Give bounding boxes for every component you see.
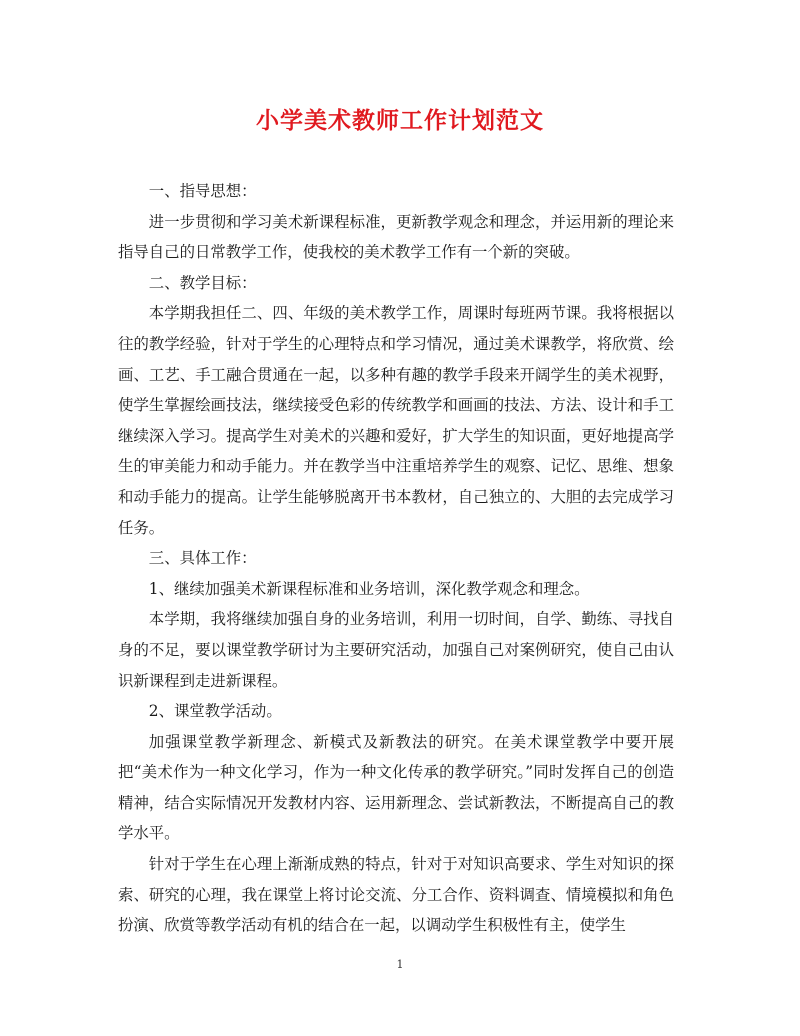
- document-title: 小学美术教师工作计划范文: [256, 107, 544, 134]
- subheading-item-1: 1、继续加强美术新课程标准和业务培训，深化教学观念和理念。: [148, 579, 590, 598]
- page-number: 1: [396, 958, 404, 971]
- paragraph: 本学期我担任二、四、年级的美术教学工作，周课时每班两节课。我将根据以往的教学经验，针对于学生的心理特点和学习情况，通过美术课教学，将欣赏、绘画、工艺、手工融合贯通在一起，以多种有趣的教学手段来开阔学生的美术视野，使学生掌握绘画技法，继续接受色彩的传统教学和画画的技法、方法、设计和手工继续深入学习。提高学生对美术的兴趣和爱好，扩大学生的知识面，更好地提高学生的审美能力和动手能力。并在教学当中注重培养学生的观察、记忆、思维、想象和动手能力的提高。让学生能够脱离开书本教材，自己独立的、大胆的去完成学习任务。: [118, 304, 674, 537]
- heading-specific-work: 三、具体工作：: [148, 549, 257, 568]
- paragraph: 进一步贯彻和学习美术新课程标准，更新教学观念和理念，并运用新的理论来指导自己的日常教学工作，使我校的美术教学工作有一个新的突破。: [118, 212, 674, 262]
- subheading-item-2: 2、课堂教学活动。: [148, 702, 282, 721]
- heading-teaching-goals: 二、教学目标：: [148, 273, 257, 292]
- document-body: [118, 176, 674, 941]
- paragraph: 加强课堂教学新理念、新模式及新教法的研究。在美术课堂教学中要开展把“美术作为一种文化学习，作为一种文化传承的教学研究。”同时发挥自己的创造精神，结合实际情况开发教材内容、运用新理念、尝试新教法，不断提高自己的教学水平。: [118, 732, 674, 843]
- paragraph: 本学期，我将继续加强自身的业务培训，利用一切时间，自学、勤练、寻找自身的不足，要以课堂教学研讨为主要研究活动，加强自己对案例研究，使自己由认识新课程到走进新课程。: [118, 610, 674, 690]
- paragraph: 针对于学生在心理上渐渐成熟的特点，针对于对知识高要求、学生对知识的探索、研究的心理，我在课堂上将讨论交流、分工合作、资料调查、情境模拟和角色扮演、欣赏等教学活动有机的结合在一起，以调动学生积极性有主，使学生: [118, 855, 674, 935]
- heading-guiding-thought: 一、指导思想：: [148, 182, 257, 200]
